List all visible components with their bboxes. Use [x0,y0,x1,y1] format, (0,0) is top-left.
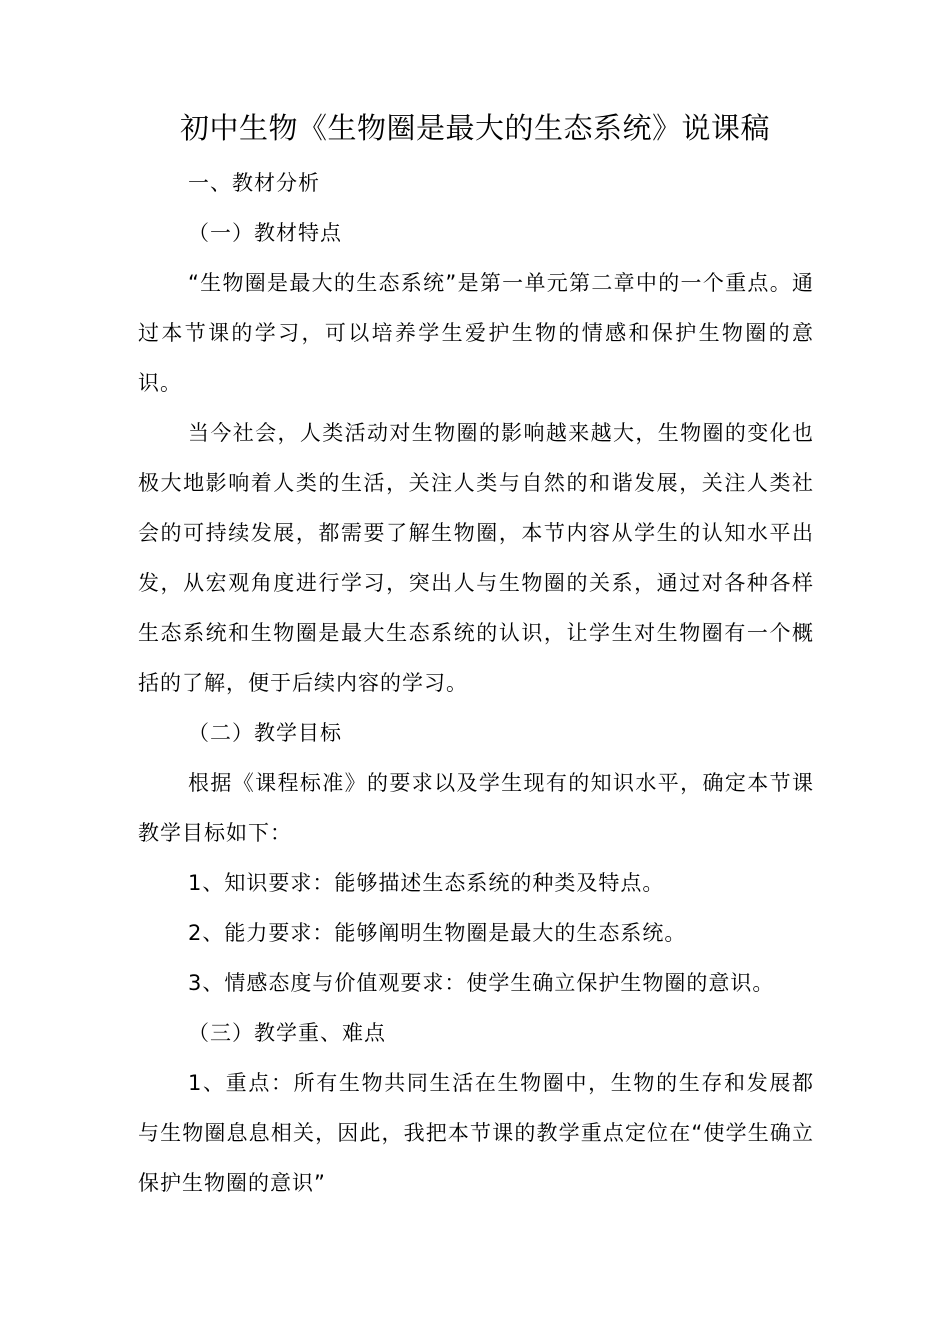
list-item: 1、知识要求：能够描述生态系统的种类及特点。 [188,871,665,895]
list-item: 2、能力要求：能够阐明生物圈是最大的生态系统。 [188,921,687,945]
subsection-heading: （二）教学目标 [188,721,342,745]
document-body [138,158,814,1208]
paragraph: “生物圈是最大的生态系统”是第一单元第二章中的一个重点。通过本节课的学习，可以培养学生爱护生物的情感和保护生物圈的意识。 [138,271,814,395]
subsection-heading: （三）教学重、难点 [188,1021,386,1045]
section-heading: 一、教材分析 [188,171,320,195]
paragraph: 根据《课程标准》的要求以及学生现有的知识水平，确定本节课教学目标如下： [138,771,814,845]
paragraph: 当今社会，人类活动对生物圈的影响越来越大，生物圈的变化也极大地影响着人类的生活，关注人类与自然的和谐发展，关注人类社会的可持续发展，都需要了解生物圈，本节内容从学生的认知水平出发，从宏观角度进行学习，突出人与生物圈的关系，通过对各种各样生态系统和生物圈是最大生态系统的认识，让学生对生物圈有一个概括的了解，便于后续内容的学习。 [138,421,814,695]
document-title: 初中生物《生物圈是最大的生态系统》说课稿 [179,111,770,145]
subsection-heading: （一）教材特点 [188,221,342,245]
list-item: 3、情感态度与价值观要求：使学生确立保护生物圈的意识。 [188,971,775,995]
paragraph: 1、重点：所有生物共同生活在生物圈中，生物的生存和发展都与生物圈息息相关，因此，我把本节课的教学重点定位在“使学生确立保护生物圈的意识” [138,1071,814,1195]
